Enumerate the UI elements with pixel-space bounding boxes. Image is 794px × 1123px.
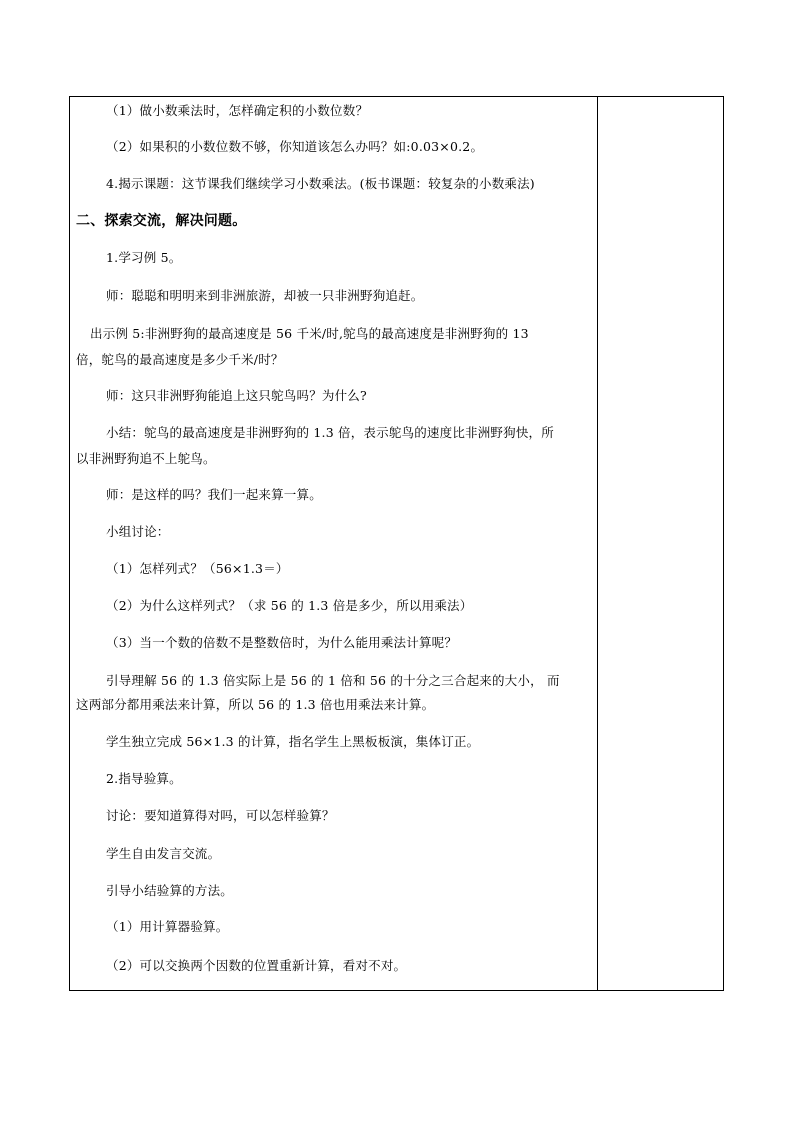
text-line: （1）怎样列式？（56×1.3＝）: [106, 561, 289, 576]
text-line: （2）可以交换两个因数的位置重新计算，看对不对。: [106, 958, 407, 973]
text-line: 学生独立完成 56×1.3 的计算，指名学生上黑板板演，集体订正。: [106, 734, 480, 749]
text-line: 出示例 5:非洲野狗的最高速度是 56 千米/时,鸵鸟的最高速度是非洲野狗的 13: [90, 326, 529, 341]
text-line: 师：这只非洲野狗能追上这只鸵鸟吗？为什么?: [106, 388, 367, 403]
text-line: 以非洲野狗追不上鸵鸟。: [76, 451, 216, 466]
text-line: 2.指导验算。: [106, 771, 182, 786]
text-line: 4.揭示课题：这节课我们继续学习小数乘法。(板书课题：较复杂的小数乘法): [106, 176, 535, 191]
text-line: 引导理解 56 的 1.3 倍实际上是 56 的 1 倍和 56 的十分之三合起来的大小， 而: [106, 673, 560, 688]
text-line: 小组讨论：: [106, 524, 170, 539]
text-line: 师：是这样的吗？我们一起来算一算。: [106, 487, 322, 502]
section-heading: 二、探索交流，解决问题。: [76, 213, 247, 229]
text-line: 师：聪聪和明明来到非洲旅游，却被一只非洲野狗追赶。: [106, 288, 424, 303]
text-line: （3）当一个数的倍数不是整数倍时，为什么能用乘法计算呢？: [106, 635, 458, 650]
text-line: 引导小结验算的方法。: [106, 883, 234, 898]
text-line: 这两部分都用乘法来计算，所以 56 的 1.3 倍也用乘法来计算。: [76, 697, 435, 712]
text-line: （1）用计算器验算。: [106, 919, 229, 934]
text-line: （2）如果积的小数位数不够，你知道该怎么办吗？如:0.03×0.2。: [106, 139, 484, 154]
text-line: 倍，鸵鸟的最高速度是多少千米/时？: [76, 352, 284, 367]
text-line: 1.学习例 5。: [106, 250, 182, 265]
text-line: 小结：鸵鸟的最高速度是非洲野狗的 1.3 倍，表示鸵鸟的速度比非洲野狗快，所: [106, 425, 554, 440]
text-line: 学生自由发言交流。: [106, 846, 221, 861]
column-divider: [597, 97, 598, 990]
text-line: （1）做小数乘法时，怎样确定积的小数位数？: [106, 103, 369, 118]
text-line: （2）为什么这样列式？（求 56 的 1.3 倍是多少，所以用乘法）: [106, 598, 473, 613]
text-line: 讨论：要知道算得对吗，可以怎样验算？: [106, 808, 335, 823]
lesson-table: [69, 96, 724, 991]
